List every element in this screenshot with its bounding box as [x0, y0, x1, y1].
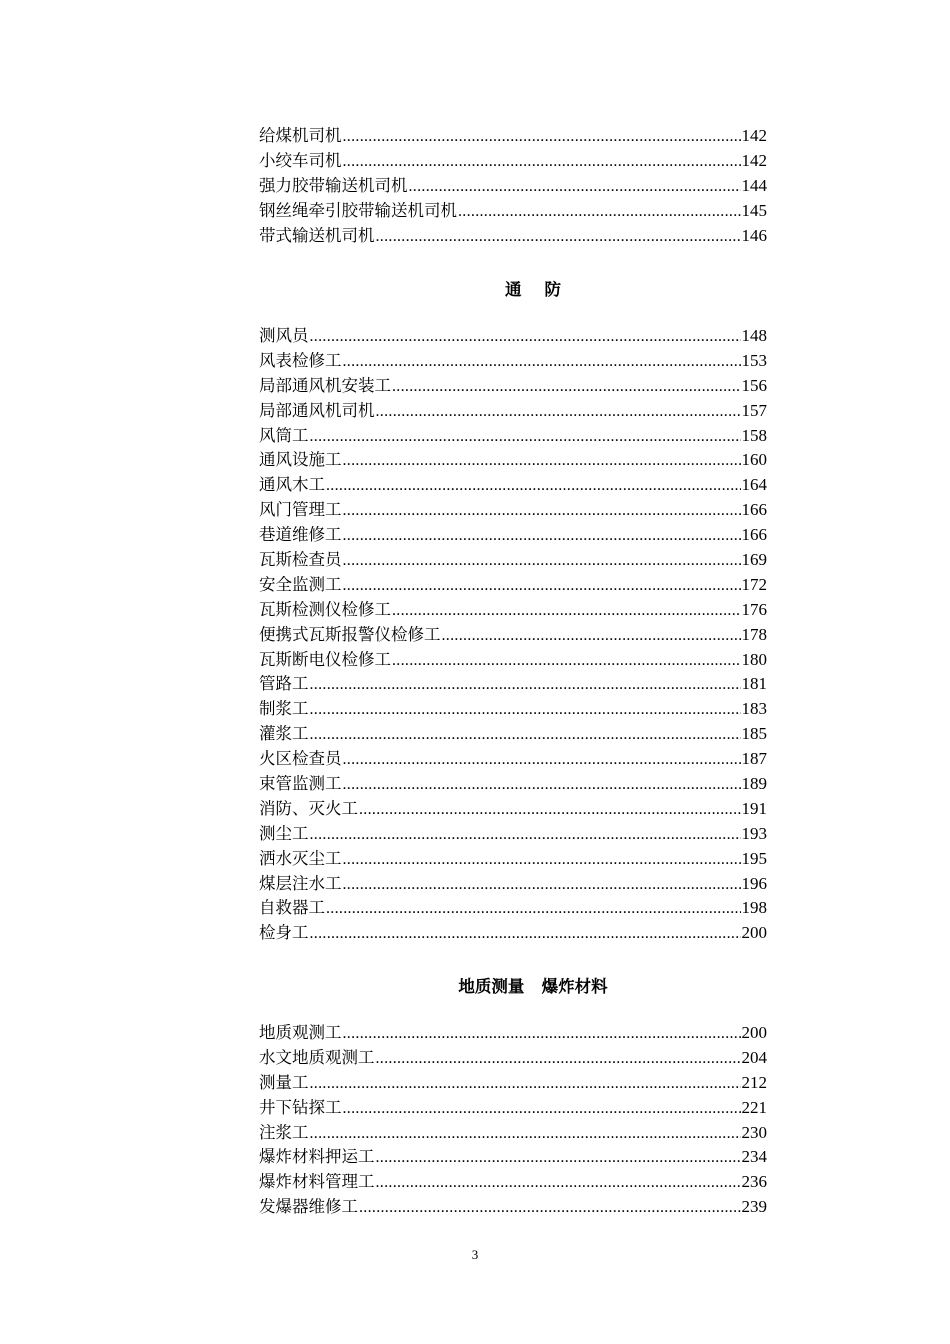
toc-entry-title: 测量工 — [259, 1072, 309, 1092]
toc-entry-page-number: 148 — [741, 326, 767, 345]
toc-entry[interactable] — [259, 1170, 767, 1195]
toc-entry-title: 瓦斯检测仪检修工 — [259, 599, 391, 619]
toc-entry-title: 消防、灭火工 — [259, 798, 358, 818]
toc-entry-title: 水文地质观测工 — [259, 1047, 375, 1067]
dot-leader — [310, 1072, 741, 1096]
dot-leader — [343, 499, 741, 523]
toc-entry-title: 爆炸材料押运工 — [259, 1147, 375, 1167]
toc-entry-title: 风筒工 — [259, 425, 309, 445]
toc-entry-page-number: 144 — [741, 175, 767, 195]
toc-entry[interactable] — [259, 722, 767, 747]
toc-entry-title: 洒水灭尘工 — [259, 848, 342, 868]
toc-entry[interactable] — [259, 1195, 767, 1220]
toc-entry-title: 注浆工 — [259, 1122, 309, 1142]
toc-entry-title: 瓦斯检查员 — [259, 550, 342, 570]
dot-leader — [343, 350, 741, 374]
toc-section-geology-explosives — [259, 1021, 767, 1220]
dot-leader — [343, 549, 741, 573]
dot-leader — [310, 425, 741, 449]
toc-entry-page-number: 166 — [741, 500, 767, 520]
toc-entry[interactable] — [259, 399, 767, 424]
toc-entry-page-number: 234 — [741, 1147, 767, 1167]
toc-entry[interactable] — [259, 149, 767, 174]
toc-entry[interactable] — [259, 921, 767, 946]
dot-leader — [343, 748, 741, 772]
toc-entry-page-number: 195 — [741, 848, 767, 868]
toc-entry-title: 瓦斯断电仪检修工 — [259, 649, 391, 669]
toc-entry-page-number: 169 — [741, 550, 767, 570]
toc-entry-title: 强力胶带输送机司机 — [259, 175, 408, 195]
dot-leader — [343, 150, 741, 174]
toc-entry[interactable] — [259, 374, 767, 399]
section-heading-ventilation: 通 防 — [505, 280, 561, 299]
toc-entry-page-number: 187 — [741, 749, 767, 769]
toc-entry-title: 发爆器维修工 — [259, 1197, 358, 1217]
toc-entry[interactable] — [259, 448, 767, 473]
dot-leader — [343, 1022, 741, 1046]
dot-leader — [343, 125, 741, 149]
dot-leader — [343, 848, 741, 872]
toc-entry[interactable] — [259, 523, 767, 548]
toc-entry-page-number: 198 — [741, 898, 767, 918]
toc-entry-page-number: 204 — [741, 1047, 767, 1067]
dot-leader — [442, 624, 741, 648]
toc-entry-page-number: 230 — [741, 1122, 767, 1142]
toc-entry-page-number: 156 — [741, 375, 767, 395]
toc-entry-page-number: 142 — [741, 126, 767, 145]
dot-leader — [392, 599, 741, 623]
toc-entry-title: 火区检查员 — [259, 749, 342, 769]
toc-entry[interactable] — [259, 1096, 767, 1121]
toc-entry[interactable] — [259, 896, 767, 921]
toc-entry-title: 钢丝绳牵引胶带输送机司机 — [259, 200, 457, 220]
toc-entry-title: 灌浆工 — [259, 724, 309, 744]
toc-entry[interactable] — [259, 672, 767, 697]
dot-leader — [310, 922, 741, 946]
toc-entry[interactable] — [259, 224, 767, 249]
dot-leader — [343, 524, 741, 548]
dot-leader — [343, 773, 741, 797]
toc-section-conveyor — [259, 124, 767, 248]
toc-entry-page-number: 193 — [741, 823, 767, 843]
dot-leader — [343, 574, 741, 598]
toc-entry[interactable] — [259, 324, 767, 349]
dot-leader — [310, 1122, 741, 1146]
toc-entry[interactable] — [259, 548, 767, 573]
toc-entry-title: 通风设施工 — [259, 450, 342, 470]
dot-leader — [326, 897, 741, 921]
dot-leader — [376, 1047, 741, 1071]
toc-entry[interactable] — [259, 1021, 767, 1046]
toc-entry-title: 通风木工 — [259, 475, 325, 495]
toc-entry[interactable] — [259, 1071, 767, 1096]
toc-entry-page-number: 185 — [741, 724, 767, 744]
dot-leader — [392, 375, 741, 399]
toc-entry-page-number: 164 — [741, 475, 767, 495]
toc-entry-page-number: 212 — [741, 1072, 767, 1092]
toc-entry-title: 检身工 — [259, 923, 309, 943]
dot-leader — [310, 823, 741, 847]
toc-entry-title: 地质观测工 — [259, 1023, 342, 1042]
toc-entry-page-number: 200 — [741, 1023, 767, 1042]
toc-entry-title: 井下钻探工 — [259, 1097, 342, 1117]
toc-entry-title: 束管监测工 — [259, 774, 342, 794]
toc-entry[interactable] — [259, 822, 767, 847]
toc-entry-page-number: 191 — [741, 798, 767, 818]
toc-entry-page-number: 180 — [741, 649, 767, 669]
toc-entry-page-number: 158 — [741, 425, 767, 445]
toc-entry-title: 局部通风机安装工 — [259, 375, 391, 395]
dot-leader — [458, 200, 741, 224]
toc-entry-page-number: 172 — [741, 574, 767, 594]
toc-entry-page-number: 189 — [741, 774, 767, 794]
toc-entry-page-number: 142 — [741, 150, 767, 170]
dot-leader — [343, 449, 741, 473]
toc-entry-title: 带式输送机司机 — [259, 225, 375, 245]
dot-leader — [310, 673, 741, 697]
toc-entry-title: 爆炸材料管理工 — [259, 1172, 375, 1192]
toc-entry[interactable] — [259, 349, 767, 374]
section-heading-geology-explosives: 地质测量 爆炸材料 — [458, 977, 608, 996]
toc-entry-page-number: 145 — [741, 200, 767, 220]
toc-entry-page-number: 153 — [741, 350, 767, 370]
toc-entry[interactable] — [259, 847, 767, 872]
dot-leader — [359, 1196, 741, 1220]
dot-leader — [376, 225, 741, 249]
toc-entry-title: 便携式瓦斯报警仪检修工 — [259, 624, 441, 644]
toc-entry-page-number: 146 — [741, 225, 767, 245]
dot-leader — [310, 698, 741, 722]
dot-leader — [376, 1146, 741, 1170]
toc-entry-title: 风表检修工 — [259, 350, 342, 370]
toc-entry-page-number: 196 — [741, 873, 767, 893]
toc-entry[interactable] — [259, 772, 767, 797]
dot-leader — [343, 1097, 741, 1121]
toc-entry-page-number: 181 — [741, 674, 767, 694]
toc-entry[interactable] — [259, 174, 767, 199]
toc-entry[interactable] — [259, 124, 767, 149]
toc-entry-page-number: 157 — [741, 400, 767, 420]
toc-entry-title: 安全监测工 — [259, 574, 342, 594]
toc-entry-page-number: 236 — [741, 1172, 767, 1192]
toc-entry[interactable] — [259, 697, 767, 722]
toc-entry-title: 巷道维修工 — [259, 525, 342, 545]
toc-entry[interactable] — [259, 747, 767, 772]
toc-entry-title: 管路工 — [259, 674, 309, 694]
toc-entry[interactable] — [259, 424, 767, 449]
dot-leader — [326, 474, 741, 498]
toc-entry[interactable] — [259, 1046, 767, 1071]
toc-entry-title: 测风员 — [259, 326, 309, 345]
toc-entry[interactable] — [259, 199, 767, 224]
toc-entry-page-number: 166 — [741, 525, 767, 545]
toc-entry[interactable] — [259, 598, 767, 623]
toc-entry-page-number: 176 — [741, 599, 767, 619]
dot-leader — [343, 873, 741, 897]
toc-entry[interactable] — [259, 473, 767, 498]
toc-entry[interactable] — [259, 1145, 767, 1170]
toc-entry-title: 小绞车司机 — [259, 150, 342, 170]
dot-leader — [359, 798, 741, 822]
toc-section-ventilation — [259, 324, 767, 946]
dot-leader — [409, 175, 741, 199]
dot-leader — [392, 649, 741, 673]
toc-entry[interactable] — [259, 573, 767, 598]
toc-entry-page-number: 160 — [741, 450, 767, 470]
toc-entry-page-number: 239 — [741, 1197, 767, 1217]
toc-entry-title: 煤层注水工 — [259, 873, 342, 893]
dot-leader — [376, 1171, 741, 1195]
toc-entry[interactable] — [259, 498, 767, 523]
toc-entry-page-number: 178 — [741, 624, 767, 644]
dot-leader — [310, 325, 741, 349]
toc-entry[interactable] — [259, 1121, 767, 1146]
toc-entry-title: 制浆工 — [259, 699, 309, 719]
toc-entry-title: 测尘工 — [259, 823, 309, 843]
dot-leader — [376, 400, 741, 424]
page-number: 3 — [471, 1247, 479, 1262]
toc-entry[interactable] — [259, 623, 767, 648]
toc-entry-title: 自救器工 — [259, 898, 325, 918]
dot-leader — [310, 723, 741, 747]
toc-entry[interactable] — [259, 797, 767, 822]
toc-entry-title: 局部通风机司机 — [259, 400, 375, 420]
toc-entry-title: 风门管理工 — [259, 500, 342, 520]
toc-entry-page-number: 183 — [741, 699, 767, 719]
toc-entry[interactable] — [259, 648, 767, 673]
toc-entry-title: 给煤机司机 — [259, 126, 342, 145]
toc-entry-page-number: 221 — [741, 1097, 767, 1117]
toc-entry[interactable] — [259, 872, 767, 897]
toc-entry-page-number: 200 — [741, 923, 767, 943]
